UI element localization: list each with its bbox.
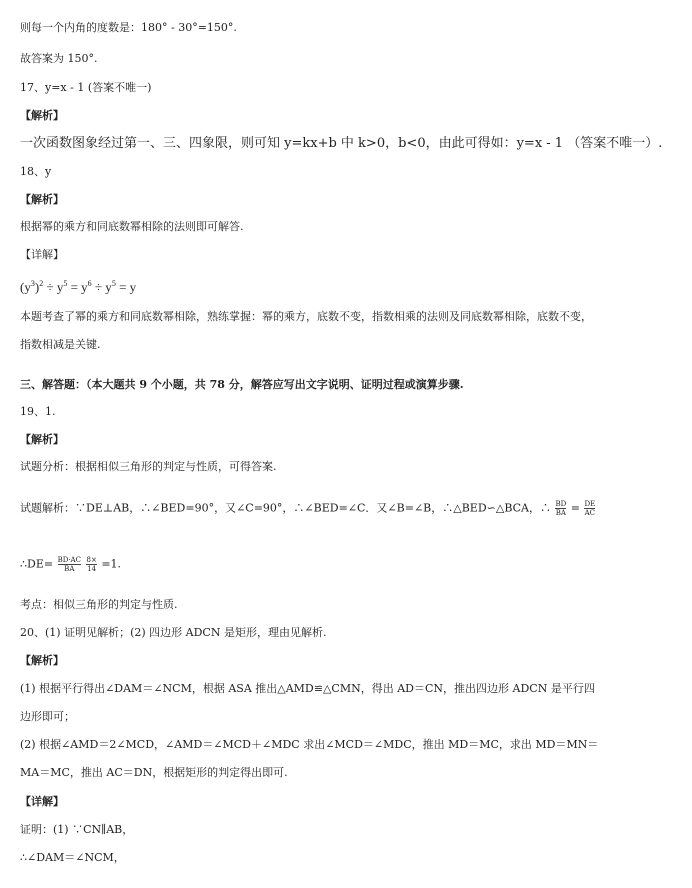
formula-div2: ÷ y	[91, 279, 112, 295]
l12: 指数相减是关键.	[20, 338, 101, 351]
l18a: ∴DE=	[20, 557, 54, 571]
formula-close: )	[34, 279, 40, 295]
formula-exp4: 6	[87, 279, 92, 288]
l05: 一次函数图象经过第一、三、四象限，则可知 y=kx+b 中 k>0，b<0，由此可得如：y=x - 1 （答案不唯一）.	[20, 136, 663, 151]
l04: 【解析】	[20, 109, 64, 122]
l02: 故答案为 150°.	[20, 52, 98, 65]
l16: 试题分析：根据相似三角形的判定与性质，可得答案.	[20, 460, 277, 473]
l21: 【解析】	[20, 654, 64, 667]
l26: 【详解】	[20, 795, 64, 808]
formula-eq1: = y	[67, 279, 88, 295]
l09: 【详解】	[20, 248, 64, 261]
l20: 20、(1) 证明见解析；(2) 四边形 ADCN 是矩形，理由见解析.	[20, 626, 327, 639]
formula-div1: ÷ y	[43, 279, 64, 295]
formula-exp5: 5	[111, 279, 116, 288]
l25: MA＝MC，推出 AC＝DN，根据矩形的判定得出即可.	[20, 766, 288, 779]
l14: 19、1.	[20, 405, 56, 418]
formula-exp3: 5	[63, 279, 68, 288]
l23: 边形即可；	[20, 710, 75, 723]
l15: 【解析】	[20, 433, 64, 446]
formula-line	[20, 276, 136, 295]
l17: 试题解析：∵DE⊥AB，∴∠BED=90°，又∠C=90°，∴∠BED=∠C．又∠B=∠B，∴△BED∽△BCA，∴	[20, 501, 551, 515]
l01: 则每一个内角的度数是：180° - 30°=150°.	[20, 21, 237, 34]
formula-result: = y	[115, 279, 137, 295]
fraction-de-1: $\frac{BD\cdot AC}{BA}$	[57, 556, 81, 573]
l07: 【解析】	[20, 193, 64, 206]
formula-base: (y	[20, 279, 31, 295]
l11: 本题考查了幂的乘方和同底数幂相除，熟练掌握：幂的乘方，底数不变，指数相乘的法则及同底数幂相除，底数不变，	[20, 310, 592, 323]
l28: ∴∠DAM＝∠NCM，	[20, 851, 125, 864]
l03: 17、y=x - 1 (答案不唯一)	[20, 81, 152, 94]
l13: 三、解答题：（本大题共 9 个小题，共 78 分，解答应写出文字说明、证明过程或演算步骤.	[20, 378, 464, 391]
l18-line	[20, 556, 121, 573]
l08: 根据幂的乘方和同底数幂相除的法则即可解答.	[20, 220, 244, 233]
formula-exp-inner: 3	[30, 279, 35, 288]
fraction-de-2: $\frac{8\times}{14}$	[86, 556, 97, 573]
l22: (1) 根据平行得出∠DAM＝∠NCM，根据 ASA 推出△AMD≌△CMN，得出 AD＝CN，推出四边形 ADCN 是平行四	[20, 682, 595, 695]
l06: 18、y	[20, 165, 52, 178]
formula-exp-outer: 2	[39, 279, 44, 288]
fraction-bd-ba: $\frac{BD}{BA}$	[555, 500, 567, 517]
l27: 证明：(1) ∵CN∥AB，	[20, 823, 134, 836]
l19: 考点：相似三角形的判定与性质.	[20, 598, 178, 611]
l24: (2) 根据∠AMD＝2∠MCD，∠AMD＝∠MCD＋∠MDC 求出∠MCD＝∠MDC，推出 MD＝MC，求出 MD＝MN＝	[20, 738, 599, 751]
fraction-de-ac: $\frac{DE}{AC}$	[584, 500, 596, 517]
fraction-eq: =	[570, 501, 580, 515]
l17-line	[20, 500, 596, 517]
l18b: =1.	[101, 557, 122, 571]
